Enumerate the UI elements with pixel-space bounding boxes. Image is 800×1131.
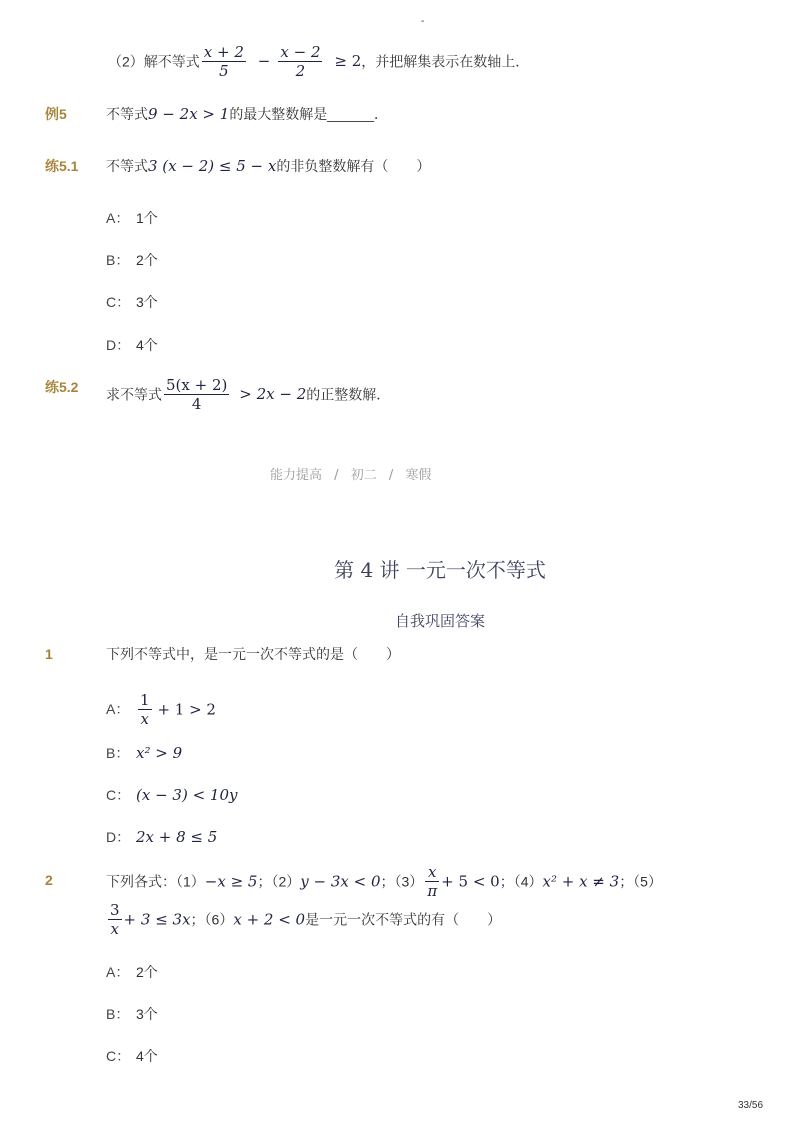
- breadcrumb-item: 初二: [350, 468, 377, 483]
- practice-5-1-text: 不等式3 (x − 2) ≤ 5 − x的非负整数解有（ ）: [106, 157, 431, 175]
- option-a[interactable]: A： 1个: [106, 210, 158, 226]
- example-label: 例5: [45, 106, 67, 122]
- fraction: $\frac{3}{x}$: [110, 900, 120, 938]
- fraction: $\frac{1}{x}$: [140, 690, 150, 728]
- breadcrumb: [270, 464, 431, 483]
- question-part-2: （2）解不等式 $\frac{x + 2}{5}$ − $\frac{x - 2}{2}$ ≥ 2，并把解集表示在数轴上．: [108, 42, 530, 80]
- question-1-text: 下列不等式中，是一元一次不等式的是（ ）: [106, 646, 400, 662]
- breadcrumb-separator: /: [334, 468, 339, 483]
- breadcrumb-item: 能力提高: [270, 468, 323, 483]
- option-a[interactable]: A： $\frac{1}{x}$ + 1 > 2: [106, 690, 216, 728]
- practice-label: 练5.1: [45, 158, 79, 174]
- question-number: 2: [45, 872, 53, 888]
- option-b[interactable]: B： 2个: [106, 252, 158, 268]
- option-c[interactable]: C： 4个: [106, 1048, 158, 1064]
- fraction: $\frac{5(x + 2)}{4}$: [166, 375, 228, 413]
- fraction: $\frac{x}{\pi}$: [427, 862, 438, 900]
- option-a[interactable]: A： 2个: [106, 964, 158, 980]
- practice-label: 练5.2: [45, 379, 79, 395]
- example-5-text: 不等式9 − 2x > 1的最大整数解是______．: [106, 105, 389, 123]
- breadcrumb-item: 寒假: [405, 468, 432, 483]
- page-number: 33/56: [738, 1100, 764, 1111]
- breadcrumb-separator: /: [388, 468, 394, 483]
- question-2-line-2: $\frac{3}{x}$ + 3 ≤ 3x；（6）x + 2 < 0是一元一次不等式的有（ ）: [110, 900, 502, 938]
- question-2-line-1: 下列各式：（1）−x ≥ 5；（2）y − 3x < 0；（3） $\frac{x}{\pi}$ + 5 < 0；（4）x² + x ≠ 3；（5）: [106, 862, 662, 900]
- option-b[interactable]: B： x² > 9: [106, 744, 183, 762]
- option-d[interactable]: D： 4个: [106, 337, 158, 353]
- option-c[interactable]: C： 3个: [106, 294, 158, 310]
- chapter-title: 第 4 讲 一元一次不等式: [334, 558, 546, 582]
- option-c[interactable]: C： (x − 3) < 10y: [106, 786, 238, 804]
- section-title: 自我巩固答案: [394, 612, 485, 630]
- question-number: 1: [45, 646, 53, 662]
- option-b[interactable]: B： 3个: [106, 1006, 158, 1022]
- top-mark: -: [421, 16, 425, 27]
- fraction-1: $\frac{x + 2}{5}$: [203, 42, 244, 80]
- practice-5-2-text: 求不等式 $\frac{5(x + 2)}{4}$ > 2x − 2的正整数解．: [106, 375, 391, 413]
- option-d[interactable]: D： 2x + 8 ≤ 5: [106, 828, 218, 846]
- fraction-2: $\frac{x - 2}{2}$: [280, 42, 321, 80]
